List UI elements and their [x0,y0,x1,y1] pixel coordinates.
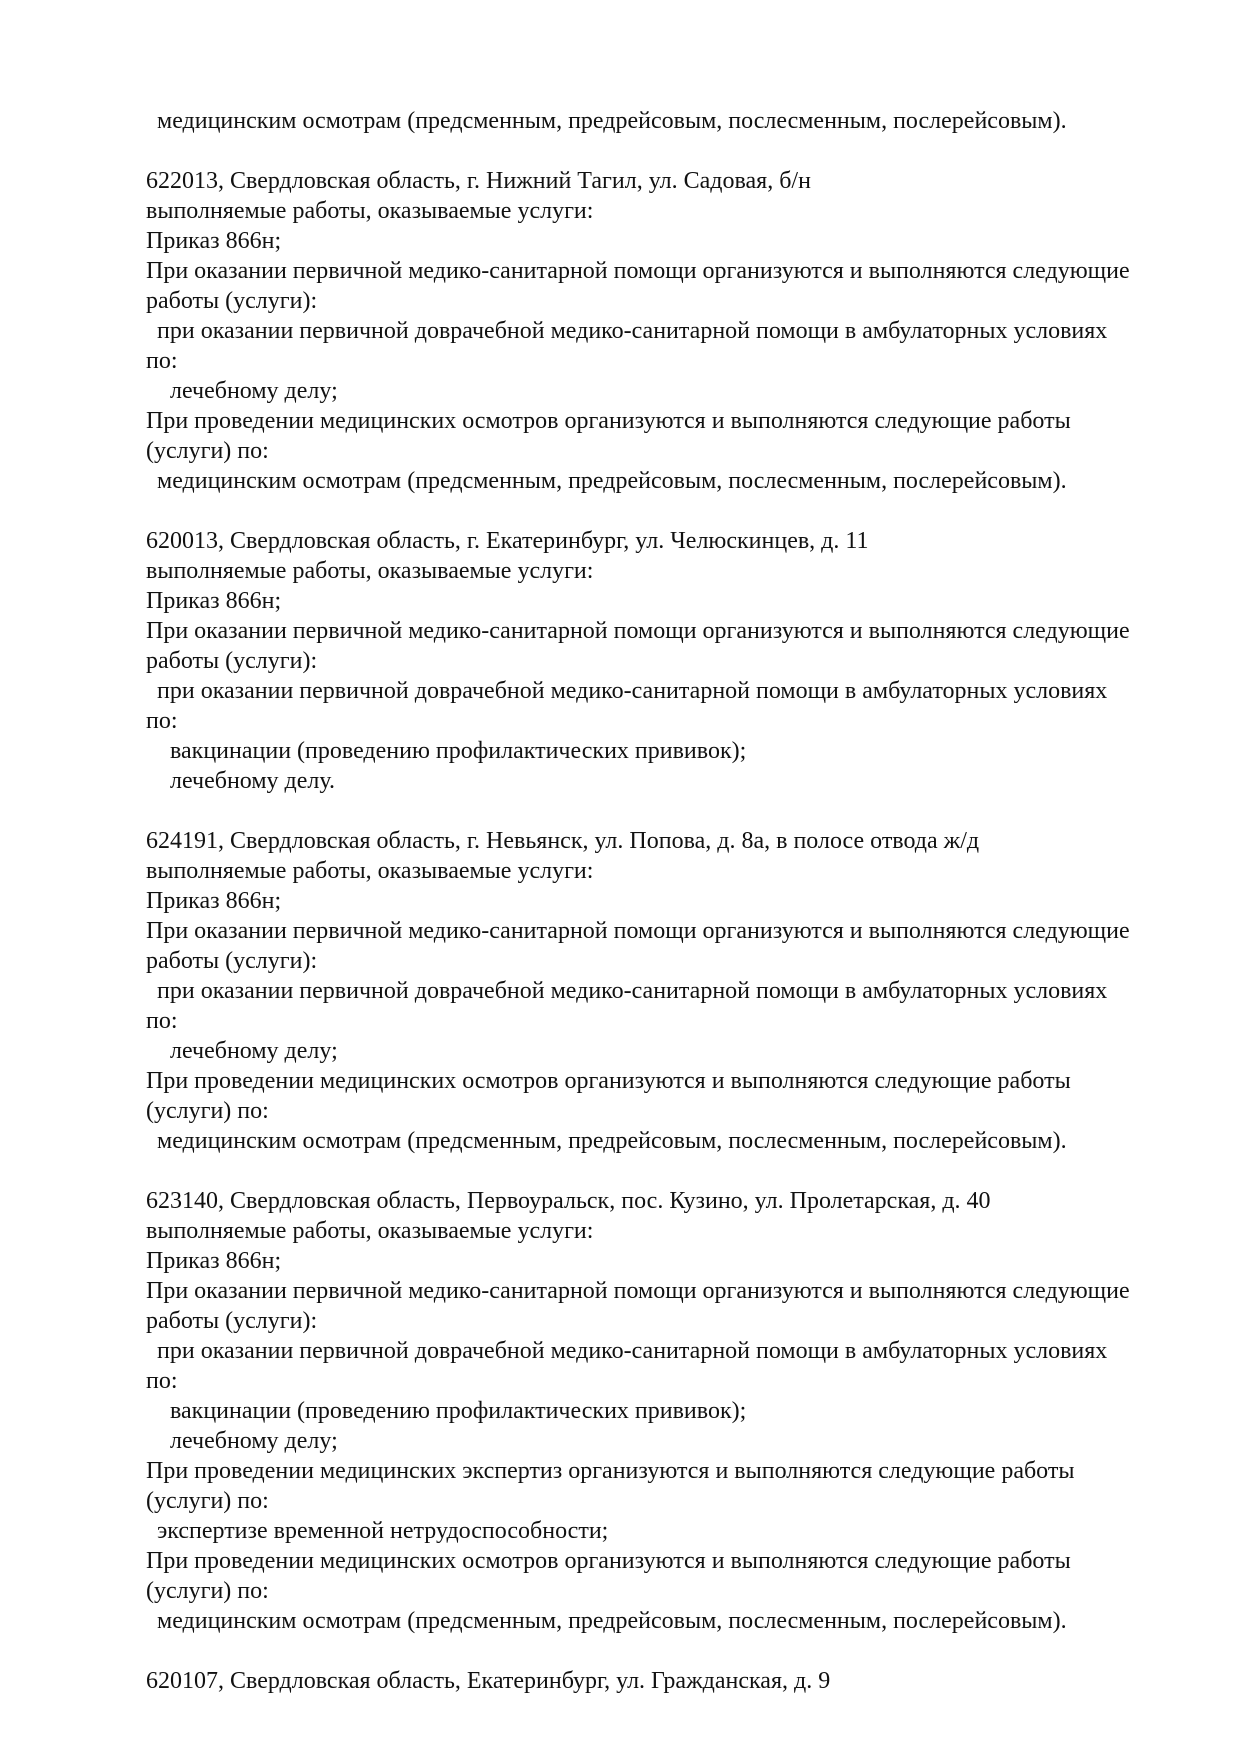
service-line: При оказании первичной медико-санитарной помощи организуются и выполняются следующие [146,258,1130,284]
service-line: вакцинации (проведению профилактических прививок); [170,738,747,764]
service-line: При оказании первичной медико-санитарной помощи организуются и выполняются следующие [146,1278,1130,1304]
service-line: выполняемые работы, оказываемые услуги: [146,858,594,884]
service-line: (услуги) по: [146,1488,269,1514]
service-line: при оказании первичной доврачебной медико-санитарной помощи в амбулаторных условиях [157,318,1108,344]
service-line: медицинским осмотрам (предсменным, предрейсовым, послесменным, послерейсовым). [157,1608,1067,1634]
service-line: (услуги) по: [146,1098,269,1124]
address-block [146,496,1146,796]
service-line: лечебному делу; [170,1428,338,1454]
service-line: медицинским осмотрам (предсменным, предрейсовым, послесменным, послерейсовым). [157,468,1067,494]
service-line: вакцинации (проведению профилактических прививок); [170,1398,747,1424]
service-line: экспертизе временной нетрудоспособности; [157,1518,609,1544]
address-block [146,1156,1146,1636]
service-line: Приказ 866н; [146,588,282,614]
service-line: работы (услуги): [146,288,318,314]
service-line: по: [146,1368,178,1394]
service-line: Приказ 866н; [146,888,282,914]
service-line: работы (услуги): [146,648,318,674]
document-page [146,106,1146,1696]
service-line: При проведении медицинских осмотров организуются и выполняются следующие работы [146,1068,1071,1094]
address-line: 620107, Свердловская область, Екатеринбург, ул. Гражданская, д. 9 [146,1668,831,1694]
service-line: медицинским осмотрам (предсменным, предрейсовым, послесменным, послерейсовым). [157,1128,1067,1154]
service-line: выполняемые работы, оказываемые услуги: [146,198,594,224]
service-line: Приказ 866н; [146,228,282,254]
service-line: выполняемые работы, оказываемые услуги: [146,558,594,584]
continued-line: медицинским осмотрам (предсменным, предрейсовым, послесменным, послерейсовым). [157,108,1067,134]
service-line: При проведении медицинских осмотров организуются и выполняются следующие работы [146,1548,1071,1574]
address-blocks [146,136,1146,1696]
blank-line [146,136,1146,166]
service-line: лечебному делу. [170,768,335,794]
address-line: 620013, Свердловская область, г. Екатеринбург, ул. Челюскинцев, д. 11 [146,528,869,554]
service-line: по: [146,348,178,374]
blank-line [146,796,1146,826]
service-line: при оказании первичной доврачебной медико-санитарной помощи в амбулаторных условиях [157,978,1108,1004]
address-line: 624191, Свердловская область, г. Невьянск, ул. Попова, д. 8а, в полосе отвода ж/д [146,828,980,854]
service-line: лечебному делу; [170,378,338,404]
service-line: При проведении медицинских осмотров организуются и выполняются следующие работы [146,408,1071,434]
service-line: При оказании первичной медико-санитарной помощи организуются и выполняются следующие [146,618,1130,644]
blank-line [146,496,1146,526]
blank-line [146,1156,1146,1186]
service-line: при оказании первичной доврачебной медико-санитарной помощи в амбулаторных условиях [157,1338,1108,1364]
service-line: по: [146,708,178,734]
address-block [146,796,1146,1156]
service-line: по: [146,1008,178,1034]
service-line: работы (услуги): [146,948,318,974]
service-line: Приказ 866н; [146,1248,282,1274]
service-line: при оказании первичной доврачебной медико-санитарной помощи в амбулаторных условиях [157,678,1108,704]
service-line: (услуги) по: [146,438,269,464]
address-block [146,136,1146,496]
address-line: 622013, Свердловская область, г. Нижний Тагил, ул. Садовая, б/н [146,168,811,194]
service-line: При оказании первичной медико-санитарной помощи организуются и выполняются следующие [146,918,1130,944]
address-block [146,1636,1146,1696]
service-line: лечебному делу; [170,1038,338,1064]
service-line: выполняемые работы, оказываемые услуги: [146,1218,594,1244]
service-line: работы (услуги): [146,1308,318,1334]
service-line: При проведении медицинских экспертиз организуются и выполняются следующие работы [146,1458,1075,1484]
address-line: 623140, Свердловская область, Первоуральск, пос. Кузино, ул. Пролетарская, д. 40 [146,1188,991,1214]
blank-line [146,1636,1146,1666]
service-line: (услуги) по: [146,1578,269,1604]
